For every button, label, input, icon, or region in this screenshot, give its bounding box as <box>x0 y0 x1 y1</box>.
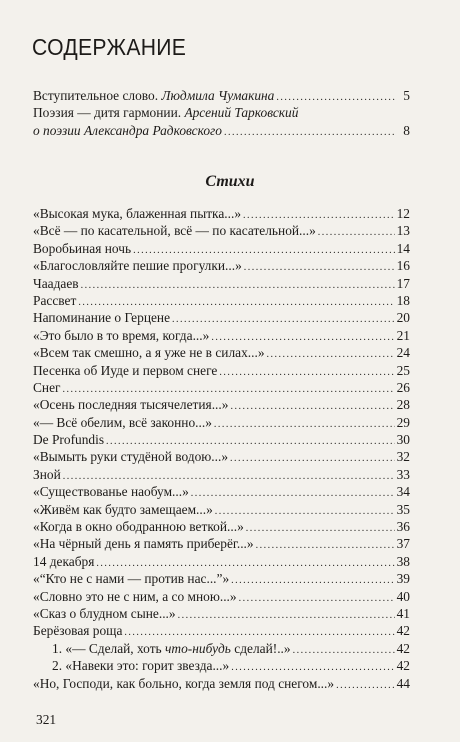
entry-title: Чаадаев <box>33 275 79 291</box>
entry-title: «Существованье наобум...» <box>33 484 189 500</box>
toc-entry <box>33 222 410 239</box>
entry-title: «Всё — по касательной, всё — по касательной...» <box>33 223 316 239</box>
entry-title: «Вымыть руки студёной водою...» <box>33 449 229 465</box>
entry-page: 28 <box>396 397 410 413</box>
dot-leader <box>256 537 395 554</box>
toc-entry <box>33 553 410 570</box>
toc-entry <box>33 622 410 639</box>
entry-page: 17 <box>396 275 410 291</box>
entry-page: 40 <box>396 588 410 604</box>
dot-leader <box>293 642 395 659</box>
dot-leader <box>214 416 395 433</box>
dot-leader <box>230 398 394 415</box>
entry-title: «Это было в то время, когда...» <box>33 327 210 343</box>
entry-page: 5 <box>403 88 410 103</box>
entry-title: «Всем так смешно, а я уже не в силах...» <box>33 345 265 361</box>
toc-entry <box>33 605 410 622</box>
entry-title: о поэзии Александра Радковского <box>33 122 222 138</box>
toc-entry <box>33 344 410 361</box>
entry-title: «Осень последняя тысячелетия...» <box>33 397 229 413</box>
entry-page: 30 <box>396 432 410 448</box>
entry-page: 33 <box>396 466 410 482</box>
dot-leader <box>178 607 395 624</box>
entry-title: 1. «— Сделай, хоть что-нибудь сделай!..» <box>52 640 291 656</box>
entry-page: 25 <box>396 362 410 378</box>
entry-page: 14 <box>396 240 410 256</box>
toc-entry <box>33 570 410 587</box>
dot-leader <box>267 346 395 363</box>
toc-entry <box>33 414 410 431</box>
entry-title: Зной <box>33 466 61 482</box>
page-number: 321 <box>36 712 57 727</box>
entry-page: 37 <box>396 536 410 552</box>
entry-title: Берёзовая роща <box>33 623 123 639</box>
toc-entry <box>33 657 410 674</box>
toc-entry <box>33 640 410 657</box>
entry-page: 18 <box>396 292 410 308</box>
entry-title: Снег <box>33 379 61 395</box>
entry-title: Поэзия — дитя гармонии. Арсений Тарковский <box>33 105 299 121</box>
entry-page: 32 <box>396 449 410 465</box>
entry-page: 20 <box>396 310 410 326</box>
toc-entry <box>33 327 410 344</box>
toc-entry <box>33 448 410 465</box>
toc-entry <box>33 362 410 379</box>
entry-page: 38 <box>396 553 410 569</box>
entry-page: 24 <box>396 345 410 361</box>
toc-entry-continuation <box>33 122 410 139</box>
toc-entry <box>33 87 410 104</box>
toc-entry <box>33 257 410 274</box>
dot-leader <box>318 224 395 241</box>
toc-entry <box>33 431 410 448</box>
entry-title: «Когда в окно ободранною веткой...» <box>33 519 244 535</box>
entry-title: «Высокая мука, блаженная пытка...» <box>33 206 242 221</box>
page-heading: СОДЕРЖАНИЕ <box>32 34 187 60</box>
entry-title: «Благословляйте пешие прогулки...» <box>33 258 242 274</box>
entry-title: «Но, Господи, как больно, когда земля под снегом...» <box>33 675 335 691</box>
entry-page: 42 <box>396 658 410 674</box>
dot-leader <box>191 485 395 502</box>
entry-title: De Profundis <box>33 432 105 448</box>
toc-entry <box>33 535 410 552</box>
dot-leader <box>219 364 394 381</box>
entry-title: 2. «Навеки это: горит звезда...» <box>52 658 230 674</box>
entry-page: 36 <box>396 519 410 535</box>
toc-entry <box>33 588 410 605</box>
toc-entry <box>33 518 410 535</box>
dot-leader <box>246 520 395 537</box>
toc-entry <box>33 205 410 222</box>
entry-title: «Живём как будто замещаем...» <box>33 501 213 517</box>
section-title: Стихи <box>205 173 255 190</box>
toc-entry <box>33 483 410 500</box>
dot-leader <box>224 124 396 141</box>
entry-title: Воробьиная ночь <box>33 240 132 256</box>
entry-page: 26 <box>396 379 410 395</box>
entry-page: 42 <box>396 623 410 639</box>
entry-page: 12 <box>396 206 410 221</box>
toc-list <box>33 205 410 692</box>
toc-entry <box>33 466 410 483</box>
toc-entry <box>33 379 410 396</box>
entry-title: «“Кто не с нами — против нас...”» <box>33 571 230 587</box>
entry-title: Песенка об Иуде и первом снеге <box>33 362 218 378</box>
toc-entry <box>33 501 410 518</box>
toc-entry <box>33 309 410 326</box>
entry-page: 39 <box>396 571 410 587</box>
entry-title: Рассвет <box>33 292 77 308</box>
dot-leader <box>81 277 395 294</box>
entry-page: 21 <box>396 327 410 343</box>
entry-title: 14 декабря <box>33 553 95 569</box>
toc-entry <box>33 675 410 692</box>
entry-page: 13 <box>396 223 410 239</box>
toc-entry <box>33 240 410 257</box>
toc-entry <box>33 292 410 309</box>
entry-page: 42 <box>396 640 410 656</box>
entry-title: «— Всё обелим, всё законно...» <box>33 414 212 430</box>
dot-leader <box>230 450 395 467</box>
entry-title: «Сказ о блудном сыне...» <box>33 605 176 621</box>
entry-page: 41 <box>396 605 410 621</box>
entry-title: Напоминание о Герцене <box>33 310 171 326</box>
entry-title: Вступительное слово. Людмила Чумакина <box>33 88 275 103</box>
entry-page: 29 <box>396 414 410 430</box>
toc-entry <box>33 275 410 292</box>
entry-page: 34 <box>396 484 410 500</box>
dot-leader <box>231 572 394 589</box>
dot-leader <box>244 259 395 276</box>
dot-leader <box>336 677 395 694</box>
entry-page: 44 <box>396 675 410 691</box>
toc-entry <box>33 396 410 413</box>
entry-title: «На чёрный день я память приберёг...» <box>33 536 254 552</box>
entry-page: 8 <box>403 122 410 138</box>
dot-leader <box>239 590 395 607</box>
intro-section <box>33 87 410 139</box>
entry-title: «Словно это не с ним, а со мною...» <box>33 588 237 604</box>
toc-entry <box>33 104 410 121</box>
entry-page: 35 <box>396 501 410 517</box>
entry-page: 16 <box>396 258 410 274</box>
